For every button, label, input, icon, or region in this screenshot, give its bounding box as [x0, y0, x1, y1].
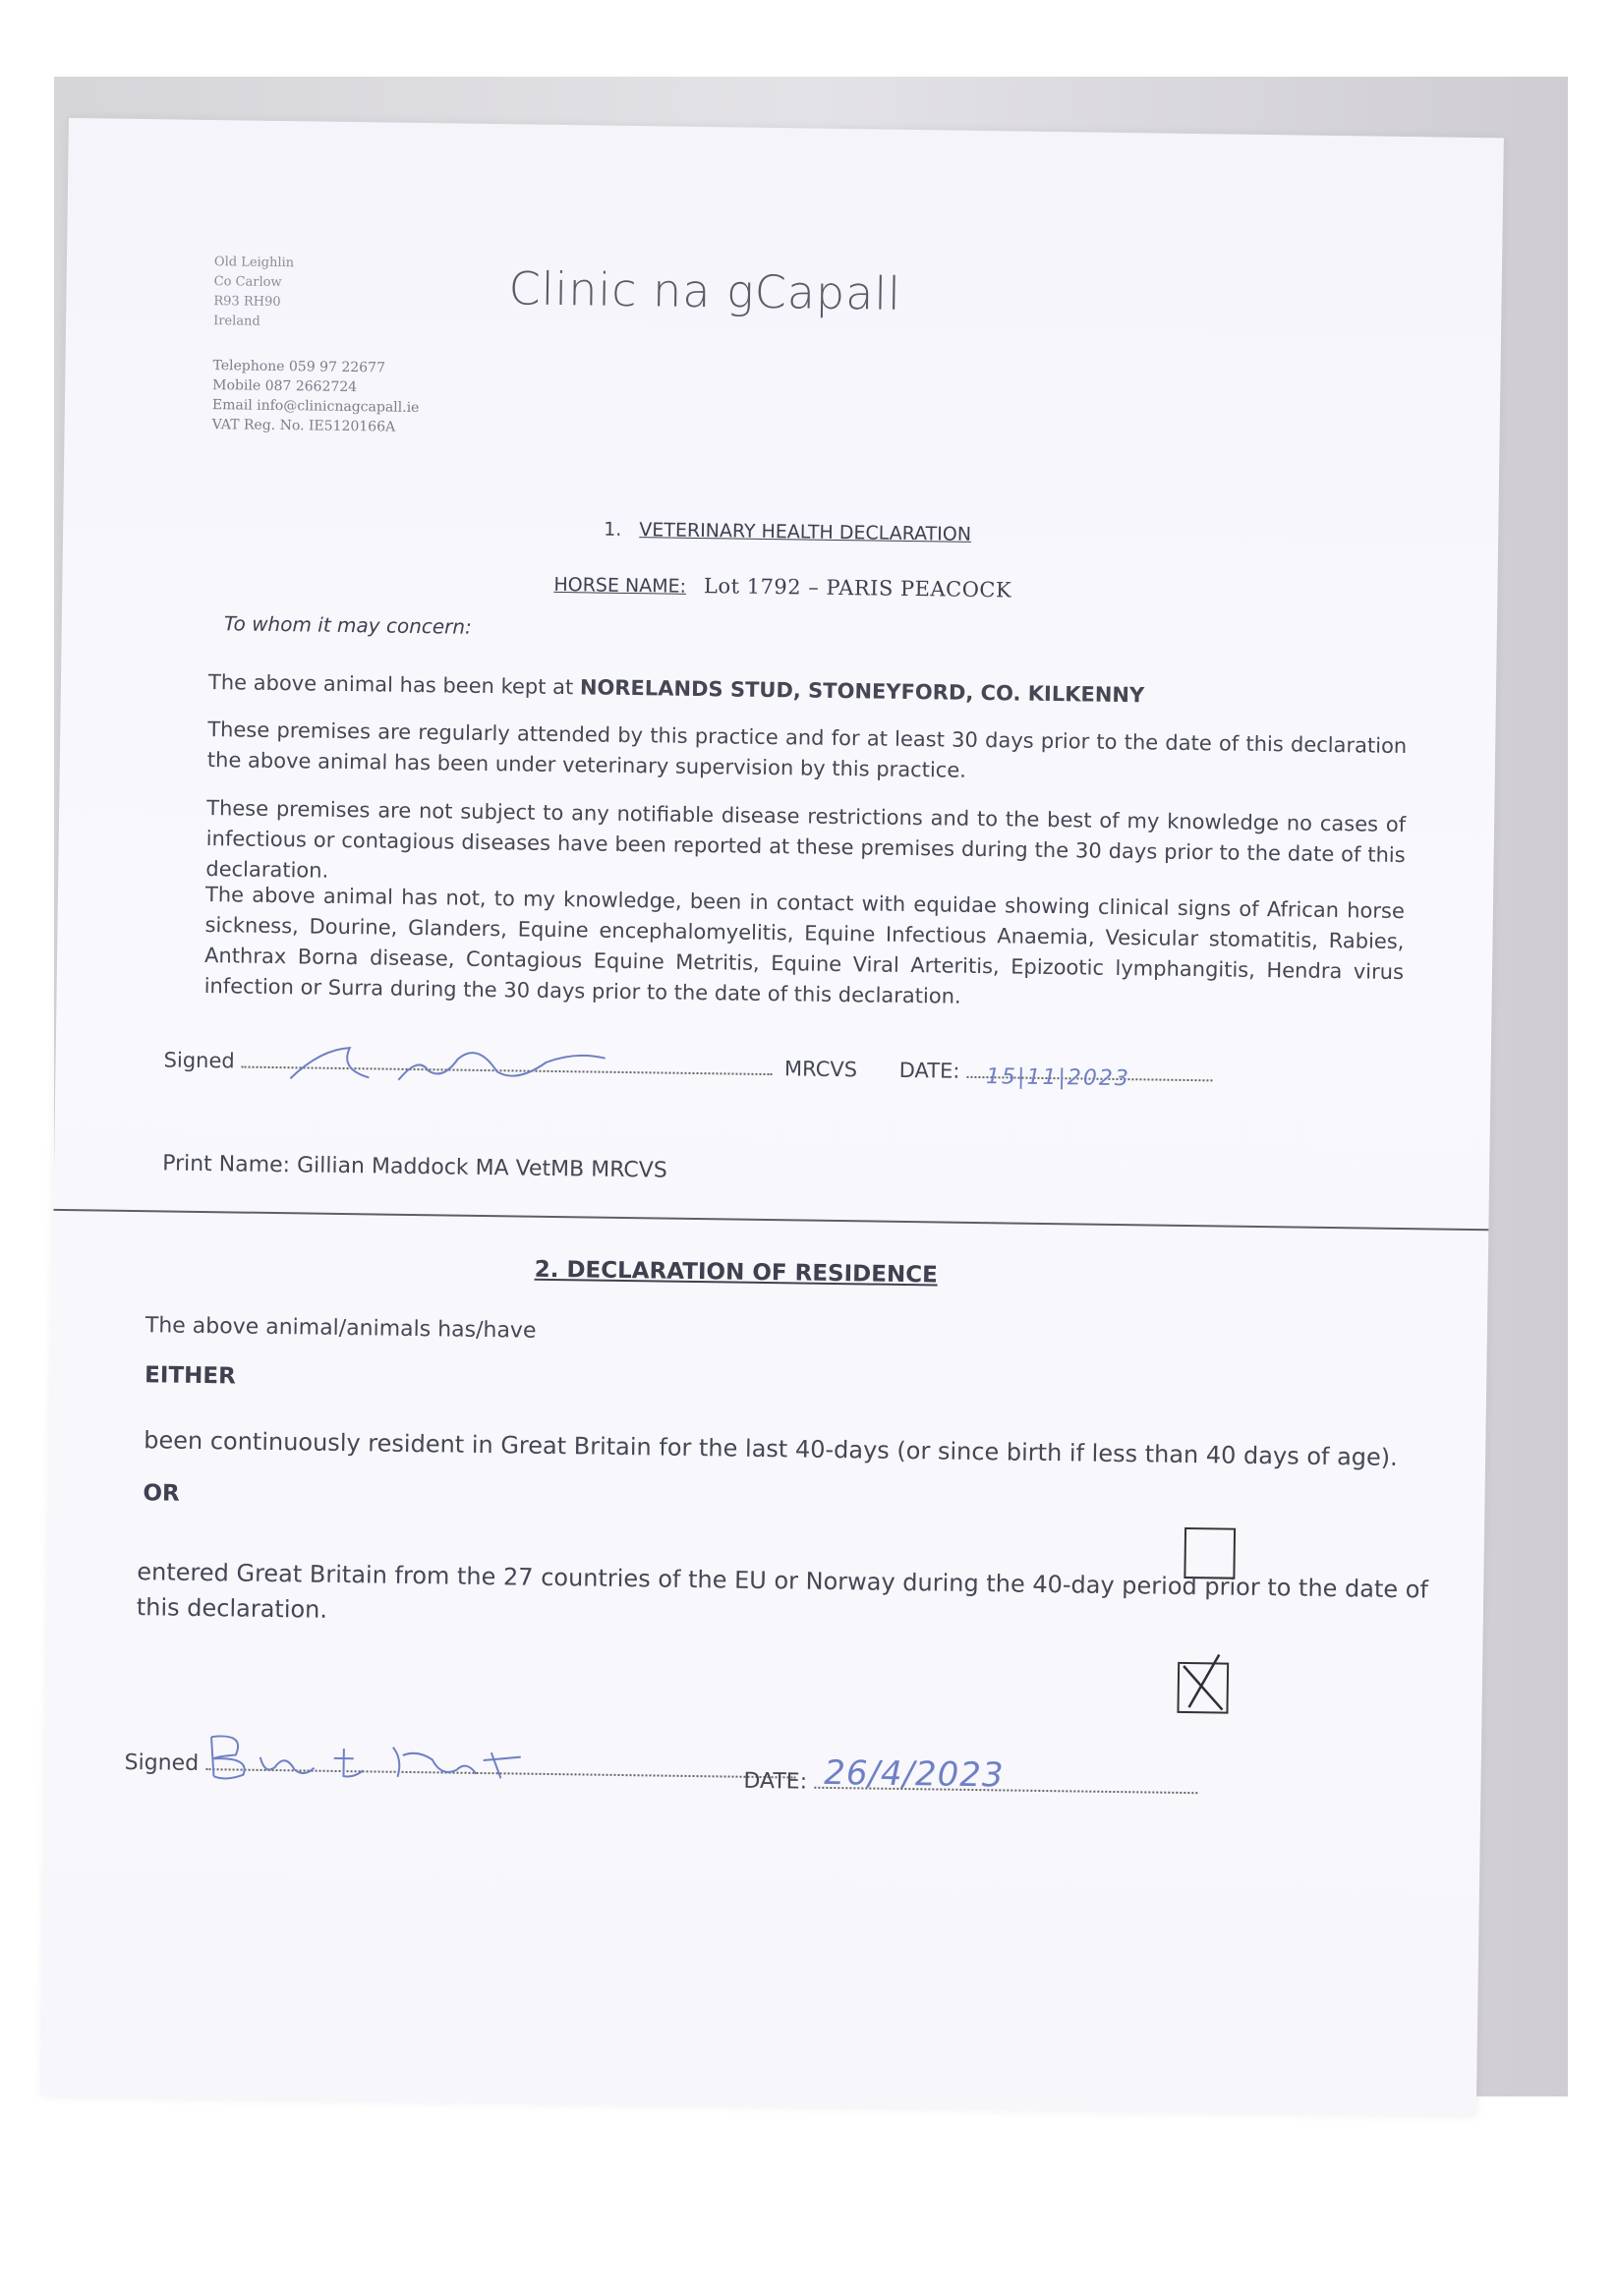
section2-intro: The above animal/animals has/have [144, 1313, 537, 1344]
contact-line: Email info@clinicnagcapall.ie [211, 397, 420, 417]
date-line [966, 1064, 1212, 1092]
section-divider [53, 1209, 1488, 1231]
checkbox-cross-mark [1179, 1652, 1227, 1712]
restrictions-paragraph: These premises are not subject to any notifiable disease restrictions and to the best of my knowledge no cases of infectious or contagious diseases have been reported at these premises during the 30 days prior to the date of this declaration. [205, 796, 1407, 883]
vet-signature [280, 1039, 635, 1093]
mrcvs-label: MRCVS [783, 1057, 858, 1082]
vet-signature-line [241, 1066, 772, 1076]
horse-name-value: Lot 1792 – PARIS PEACOCK [703, 574, 1012, 603]
address-line: R93 RH90 [213, 294, 281, 311]
contact-line: Mobile 087 2662724 [212, 377, 358, 396]
owner-date-value: 26/4/2023 [823, 1752, 1005, 1796]
section2-title: 2. DECLARATION OF RESIDENCE [534, 1256, 938, 1289]
print-name: Print Name: Gillian Maddock MA VetMB MRCVS [161, 1151, 667, 1183]
contact-line: VAT Reg. No. IE5120166A [211, 417, 396, 435]
contact-disease-paragraph: The above animal has not, to my knowledge, been in contact with equidae showing clinical signs of African horse sickness, Dourine, Glanders, Equine encephalomyelitis, Equine Infectious Anaemia, Vesicular stomatitis, Rabies, Anthrax Borna disease, Contagious Equine Metritis, Equine Viral Arteritis, Epizootic lymphangitis, Hendra virus infection or Surra during the 30 days prior to the date of this declaration. [203, 883, 1406, 1008]
option-2-checkbox[interactable] [1177, 1662, 1229, 1714]
letterhead-address [213, 253, 294, 332]
owner-signature [205, 1727, 580, 1791]
or-label: OR [143, 1480, 180, 1507]
section1-title: VETERINARY HEALTH DECLARATION [639, 519, 972, 545]
address-line: Co Carlow [213, 274, 282, 291]
owner-signature-row [124, 1751, 795, 1785]
vet-signature-row [163, 1048, 1212, 1092]
horse-name-label: HORSE NAME: [553, 573, 687, 598]
address-line: Ireland [213, 314, 260, 329]
vet-date-value: 15|11|2023 [985, 1064, 1131, 1092]
contact-line: Telephone 059 97 22677 [212, 358, 386, 376]
clinic-logo: Clinic na gCapall [508, 261, 902, 320]
kept-at-text: The above animal has been kept at [207, 670, 581, 700]
owner-signature-line [205, 1768, 795, 1778]
date-label: DATE: [898, 1058, 960, 1083]
horse-name-row [553, 572, 1011, 603]
address-line: Old Leighlin [213, 255, 295, 271]
signed-label: Signed [163, 1048, 235, 1073]
residence-option-1: been continuously resident in Great Britain for the last 40-days (or since birth if less than 40 days of age). [144, 1426, 1398, 1472]
kept-at-paragraph [208, 667, 1408, 715]
date-label-2: DATE: [743, 1768, 808, 1795]
residence-option-2: entered Great Britain from the 27 countries of the EU or Norway during the 40-day period prior to the date of this declaration. [136, 1558, 1429, 1624]
document-sheet [41, 118, 1504, 2116]
salutation: To whom it may concern: [223, 611, 472, 639]
supervision-paragraph: These premises are regularly attended by this practice and for at least 30 days prior to the date of this declaration the above animal has been under veterinary supervision by this practice. [206, 718, 1408, 782]
section1-number: 1. [604, 518, 622, 541]
either-label: EITHER [144, 1362, 236, 1390]
letterhead-contact [212, 356, 421, 437]
signed-label-2: Signed [124, 1750, 200, 1777]
premises-location: NORELANDS STUD, STONEYFORD, CO. KILKENNY [579, 675, 1145, 708]
section1-heading [604, 519, 971, 545]
owner-date-row [743, 1752, 1197, 1800]
owner-date-line [814, 1752, 1197, 1796]
